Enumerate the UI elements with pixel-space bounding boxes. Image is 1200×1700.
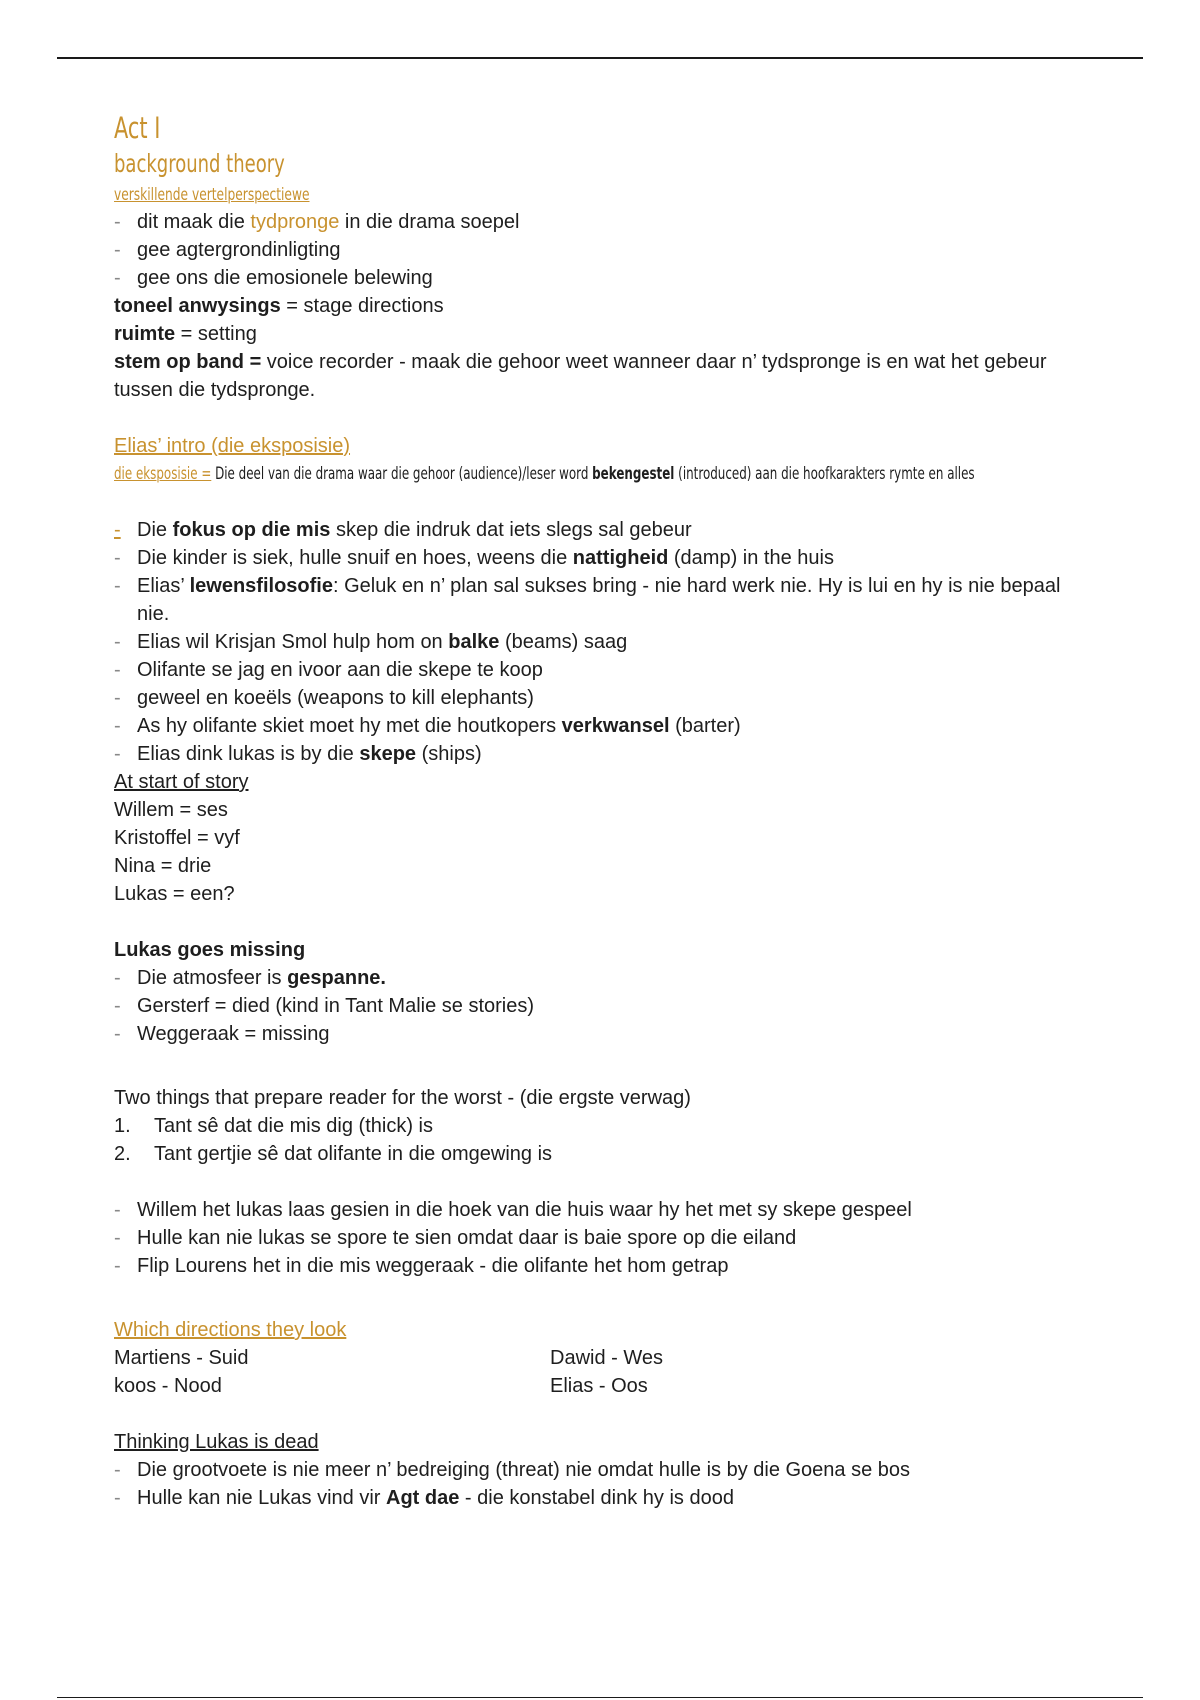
definition: toneel anwysings = stage directions bbox=[114, 295, 444, 317]
numbered-item: 1. Tant sê dat die mis dig (thick) is bbox=[114, 1115, 433, 1137]
section-heading-perspectives: verskillende vertelperspectiewe bbox=[114, 185, 310, 205]
list-item: - Elias wil Krisjan Smol hulp hom on balke (beams) saag bbox=[114, 628, 1089, 656]
definition: stem op band = voice recorder - maak die gehoor weet wanneer daar n’ tydspronge is en wat het gebeur tussen die tydspronge. bbox=[114, 351, 1047, 401]
list-item: - Die atmosfeer is gespanne. bbox=[114, 964, 1089, 992]
list-item: - Willem het lukas laas gesien in die hoek van die huis waar hy het met sy skepe gespeel bbox=[114, 1196, 1089, 1224]
list-item: Nina = drie bbox=[114, 855, 212, 877]
section-heading-intro: Elias’ intro (die eksposisie) bbox=[114, 435, 351, 457]
list-item: Lukas = een? bbox=[114, 883, 235, 905]
section-heading-directions: Which directions they look bbox=[114, 1319, 347, 1341]
list-item: - dit maak die tydpronge in die drama soepel bbox=[114, 208, 1089, 236]
exposition-definition: die eksposisie = Die deel van die drama waar die gehoor (audience)/leser word bekengestel (introduced) aan die hoofkarakters rymte en alles bbox=[114, 464, 975, 484]
list-item: - gee agtergrondinligting bbox=[114, 236, 1089, 264]
list-item: - geweel en koeëls (weapons to kill elephants) bbox=[114, 684, 1089, 712]
list-item: Willem = ses bbox=[114, 799, 228, 821]
page-subtitle: background theory bbox=[114, 149, 285, 178]
section-heading-ages: At start of story bbox=[114, 771, 249, 793]
direction-row: Martiens - Suid Dawid - Wes bbox=[114, 1347, 663, 1369]
list-item: - Die grootvoete is nie meer n’ bedreiging (threat) nie omdat hulle is by die Goena se bos bbox=[114, 1456, 1089, 1484]
numbered-item: 2. Tant gertjie sê dat olifante in die omgewing is bbox=[114, 1143, 553, 1165]
list-item: Kristoffel = vyf bbox=[114, 827, 240, 849]
list-item: - Weggeraak = missing bbox=[114, 1020, 1089, 1048]
list-item: - Olifante se jag en ivoor aan die skepe te koop bbox=[114, 656, 1089, 684]
list-item: - Gersterf = died (kind in Tant Malie se stories) bbox=[114, 992, 1089, 1020]
direction-row: koos - Nood Elias - Oos bbox=[114, 1375, 648, 1397]
list-item: - gee ons die emosionele belewing bbox=[114, 264, 1089, 292]
list-item: - Die kinder is siek, hulle snuif en hoes, weens die nattigheid (damp) in the huis bbox=[114, 544, 1089, 572]
section-heading-dead: Thinking Lukas is dead bbox=[114, 1431, 319, 1453]
top-rule bbox=[57, 57, 1143, 59]
list-item: - Hulle kan nie lukas se spore te sien omdat daar is baie spore op die eiland bbox=[114, 1224, 1089, 1252]
list-item: - Die fokus op die mis skep die indruk dat iets slegs sal gebeur bbox=[114, 516, 1089, 544]
document-page bbox=[114, 110, 1089, 1512]
section-heading-missing: Lukas goes missing bbox=[114, 939, 306, 961]
list-item: - Hulle kan nie Lukas vind vir Agt dae - die konstabel dink hy is dood bbox=[114, 1484, 1089, 1512]
worst-intro: Two things that prepare reader for the worst - (die ergste verwag) bbox=[114, 1087, 691, 1109]
list-item: - Flip Lourens het in die mis weggeraak - die olifante het hom getrap bbox=[114, 1252, 1089, 1280]
list-item: - Elias dink lukas is by die skepe (ships) bbox=[114, 740, 1089, 768]
list-item: - Elias’ lewensfilosofie: Geluk en n’ plan sal sukses bring - nie hard werk nie. Hy is lui en hy is nie bepaal nie. bbox=[114, 572, 1089, 628]
page-title: Act I bbox=[114, 111, 161, 145]
bottom-rule bbox=[57, 1697, 1143, 1698]
definition: ruimte = setting bbox=[114, 323, 257, 345]
list-item: - As hy olifante skiet moet hy met die houtkopers verkwansel (barter) bbox=[114, 712, 1089, 740]
